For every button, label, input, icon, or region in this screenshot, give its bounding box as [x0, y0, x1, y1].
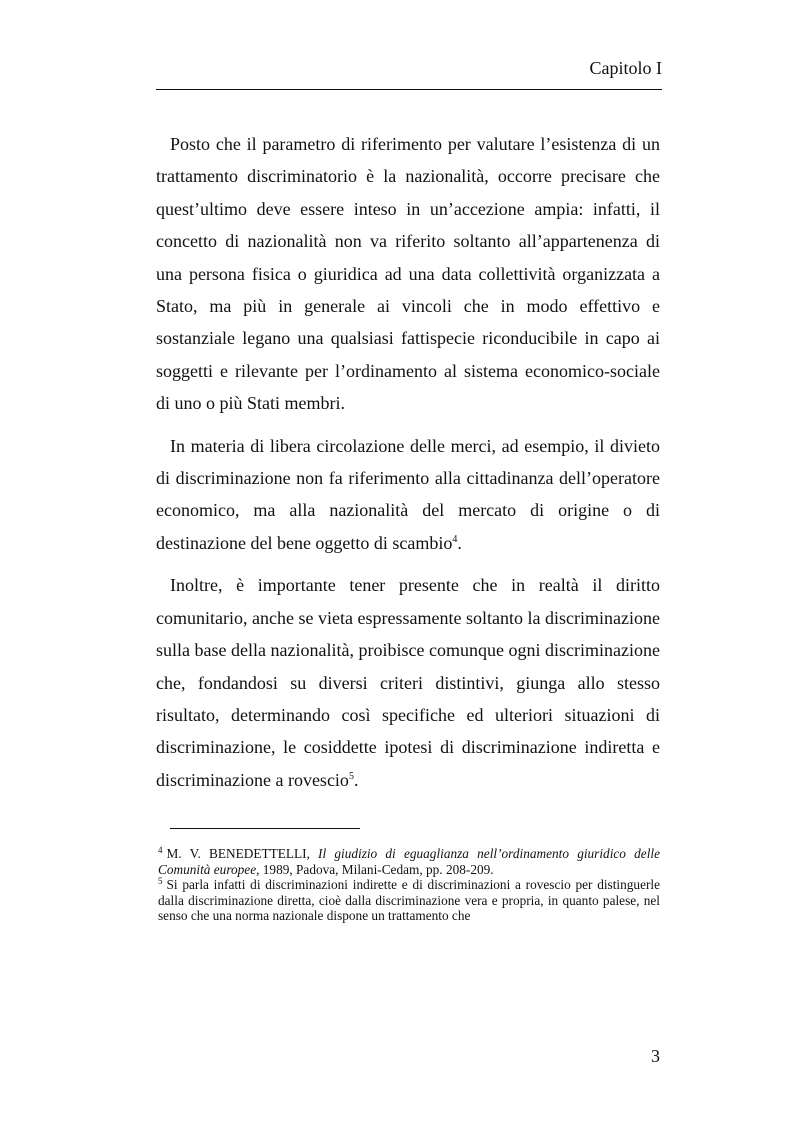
paragraph-2-end: . [457, 532, 462, 553]
footnote-ref-5[interactable]: 5 [348, 770, 354, 782]
footnote-5-number: 5 [158, 876, 163, 886]
footnote-4-rest: , 1989, Padova, Milani-Cedam, pp. 208-209. [256, 861, 494, 877]
paragraph-1-text: Posto che il parametro di riferimento per valutare l’esistenza di un trattamento discriminatorio è la nazionalità, occorre precisare che quest’ultimo deve essere inteso in un’accezione ampia: infatti, il concetto di nazionalità non va riferito soltanto all’appartenenza di una persona fisica o giuridica ad una data collettività organizzata a Stato, ma più in generale ai vincoli che in modo effettivo e sostanziale legano una qualsiasi fattispecie riconducibile in capo ai soggetti e rilevante per l’ordinamento al sistema economico-sociale di uno o più Stati membri. [156, 134, 660, 414]
header-rule [156, 89, 662, 90]
footnote-5 [158, 877, 660, 924]
page-number: 3 [651, 1046, 660, 1066]
footnote-5-text: Si parla infatti di discriminazioni indirette e di discriminazioni a rovescio per distinguerle dalla discriminazione diretta, cioè dalla discriminazione vera e propria, in quanto palese, nel senso che una norma nazionale dispone un trattamento che [158, 877, 660, 923]
main-text [156, 128, 660, 806]
paragraph-2 [156, 430, 660, 560]
paragraph-3-text: Inoltre, è importante tener presente che in realtà il diritto comunitario, anche se vieta espressamente soltanto la discriminazione sulla base della nazionalità, proibisce comunque ogni discriminazione che, fondandosi su diversi criteri distintivi, giunga allo stesso risultato, determinando così specifiche ed ulteriori situazioni di discriminazione, le cosiddette ipotesi di discriminazione indiretta e discriminazione a rovescio [156, 575, 660, 790]
paragraph-1 [156, 128, 660, 420]
paragraph-2-text: In materia di libera circolazione delle merci, ad esempio, il divieto di discriminazione non fa riferimento alla cittadinanza dell’operatore economico, ma alla nazionalità del mercato di origine o di destinazione del bene oggetto di scambio [156, 435, 660, 553]
footnote-4 [158, 846, 660, 877]
footnote-4-number: 4 [158, 845, 163, 855]
footnote-4-author: M. V. BENEDETTELLI, [166, 846, 319, 861]
running-header: Capitolo I [589, 58, 662, 78]
footnote-separator [170, 828, 360, 829]
paragraph-3 [156, 569, 660, 796]
footnotes [158, 846, 660, 924]
paragraph-3-end: . [353, 769, 359, 790]
footnote-ref-4[interactable]: 4 [452, 533, 458, 545]
footnote-4-title: Il giudizio di eguaglianza nell’ordinamento giuridico delle Comunità europee [158, 846, 660, 877]
